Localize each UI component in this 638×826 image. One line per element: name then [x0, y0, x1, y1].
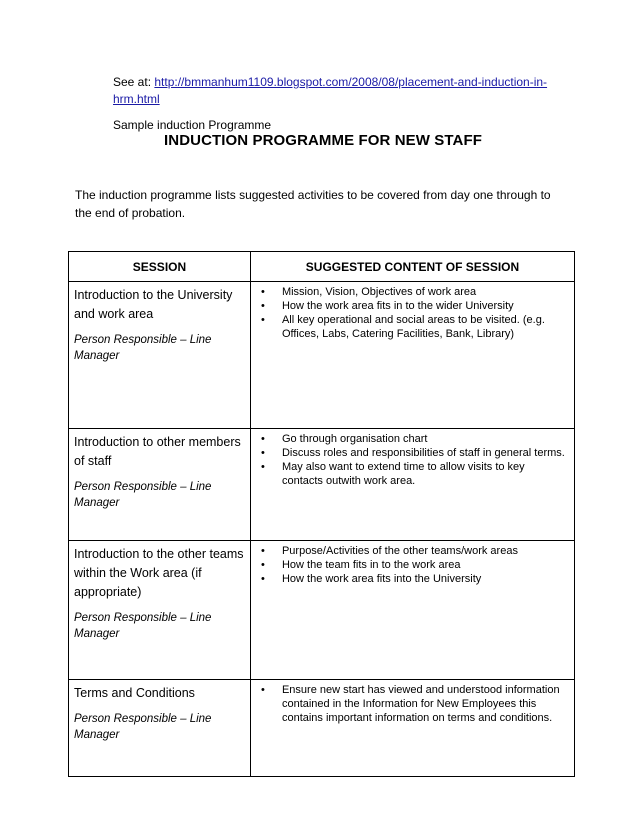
list-item: • Mission, Vision, Objectives of work area [261, 285, 566, 299]
see-prefix: See at: [113, 75, 155, 89]
session-title: Introduction to the University and work area [74, 288, 233, 321]
sample-label: Sample induction Programme [113, 118, 272, 132]
session-column-header: SESSION [69, 252, 251, 282]
session-cell [69, 282, 251, 429]
person-responsible: Person Responsible – Line Manager [74, 481, 212, 509]
list-item: • Purpose/Activities of the other teams/work areas [261, 544, 566, 558]
list-item: • How the work area fits in to the wider University [261, 299, 566, 313]
content-list [251, 541, 574, 586]
person-responsible: Person Responsible – Line Manager [74, 334, 212, 362]
intro-paragraph: The induction programme lists suggested activities to be covered from day one through to the end of probation. [75, 188, 551, 220]
source-link[interactable]: http://bmmanhum1109.blogspot.com/2008/08/placement-and-induction-in-hrm.html [113, 75, 548, 106]
session-cell [69, 429, 251, 541]
content-list [251, 680, 574, 725]
content-list [251, 429, 574, 488]
content-cell [250, 541, 574, 680]
session-cell [69, 680, 251, 777]
list-item: • Ensure new start has viewed and understood information contained in the Information for New Employees this contains important information on terms and conditions. [261, 683, 566, 725]
session-title: Introduction to the other teams within the Work area (if appropriate) [74, 547, 244, 599]
table-row [69, 680, 575, 777]
induction-table [68, 251, 575, 777]
list-item: • How the team fits in to the work area [261, 558, 566, 572]
list-item: • How the work area fits into the University [261, 572, 566, 586]
session-title: Terms and Conditions [74, 686, 195, 700]
list-item: • May also want to extend time to allow visits to key contacts outwith work area. [261, 460, 566, 488]
list-item: • Go through organisation chart [261, 432, 566, 446]
content-cell [250, 429, 574, 541]
page-title: INDUCTION PROGRAMME FOR NEW STAFF [164, 132, 482, 149]
content-cell [250, 282, 574, 429]
table-row [69, 541, 575, 680]
person-responsible: Person Responsible – Line Manager [74, 612, 212, 640]
table-row [69, 282, 575, 429]
list-item: • All key operational and social areas to be visited. (e.g. Offices, Labs, Catering Facilities, Bank, Library) [261, 313, 566, 341]
session-cell [69, 541, 251, 680]
list-item: • Discuss roles and responsibilities of staff in general terms. [261, 446, 566, 460]
table-header-row [69, 252, 575, 282]
table-row [69, 429, 575, 541]
person-responsible: Person Responsible – Line Manager [74, 713, 212, 741]
content-cell [250, 680, 574, 777]
session-title: Introduction to other members of staff [74, 435, 241, 468]
source-reference [113, 74, 573, 108]
content-column-header: SUGGESTED CONTENT OF SESSION [250, 252, 574, 282]
content-list [251, 282, 574, 341]
